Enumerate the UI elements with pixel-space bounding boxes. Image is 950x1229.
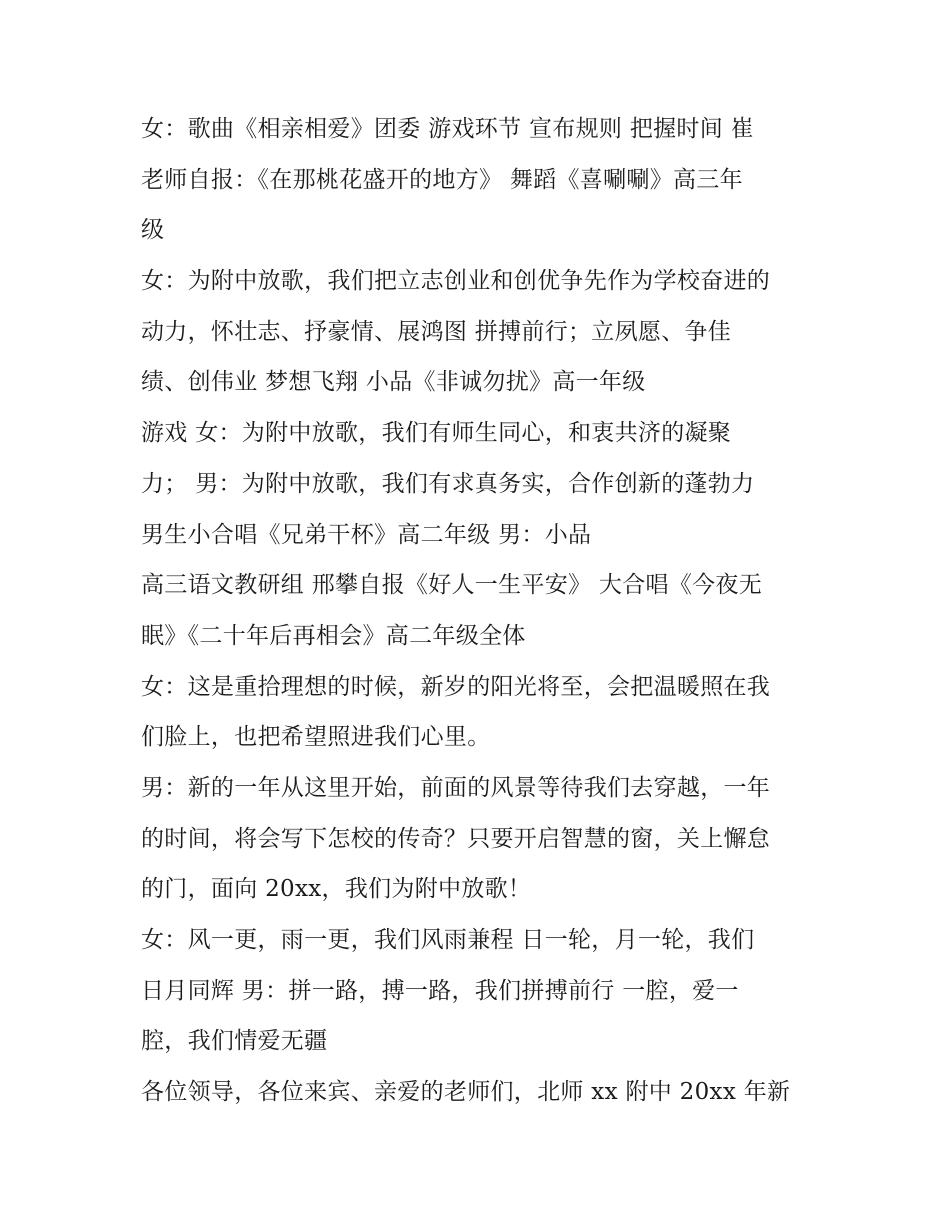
- text-line: 女：这是重拾理想的时候，新岁的阳光将至，会把温暖照在我: [141, 673, 771, 700]
- text-line: 女：歌曲《相亲相爱》团委 游戏环节 宣布规则 把握时间 崔: [141, 116, 754, 142]
- text-line: 日月同辉 男：拼一路，搏一路，我们拼搏前行 一腔，爱一: [141, 977, 739, 1004]
- text-line: 的门，面向 20xx，我们为附中放歌！: [141, 876, 532, 903]
- text-line: 男：新的一年从这里开始，前面的风景等待我们去穿越，一年: [141, 774, 771, 801]
- text-line: 眠》《二十年后再相会》高二年级全体: [141, 622, 526, 649]
- text-line: 女：风一更，雨一更，我们风雨兼程 日一轮，月一轮，我们: [141, 927, 755, 953]
- document-body: [141, 104, 831, 1118]
- text-line: 动力，怀壮志、抒豪情、展鸿图 拼搏前行；立夙愿、争佳: [141, 318, 732, 345]
- text-line: 们脸上，也把希望照进我们心里。: [141, 724, 491, 751]
- text-line: 女：为附中放歌，我们把立志创业和创优争先作为学校奋进的: [141, 268, 771, 295]
- text-line: 力； 男：为附中放歌，我们有求真务实，合作创新的蓬勃力: [141, 470, 755, 497]
- text-line: 游戏 女：为附中放歌，我们有师生同心，和衷共济的凝聚: [141, 420, 732, 447]
- text-line: 的时间，将会写下怎校的传奇？只要开启智慧的窗，关上懈怠: [141, 825, 771, 852]
- text-line: 腔，我们情爱无疆: [141, 1028, 328, 1055]
- text-line: 男生小合唱《兄弟干杯》高二年级 男：小品: [141, 521, 592, 548]
- text-line: 级: [141, 217, 165, 244]
- text-line: 各位领导，各位来宾、亲爱的老师们，北师 xx 附中 20xx 年新: [141, 1079, 791, 1106]
- text-line: 高三语文教研组 邢攀自报《好人一生平安》 大合唱《今夜无: [141, 572, 763, 599]
- text-line: 绩、创伟业 梦想飞翔 小品《非诚勿扰》高一年级: [141, 369, 646, 396]
- text-line: 老师自报：《在那桃花盛开的地方》 舞蹈《喜唰唰》高三年: [141, 166, 743, 193]
